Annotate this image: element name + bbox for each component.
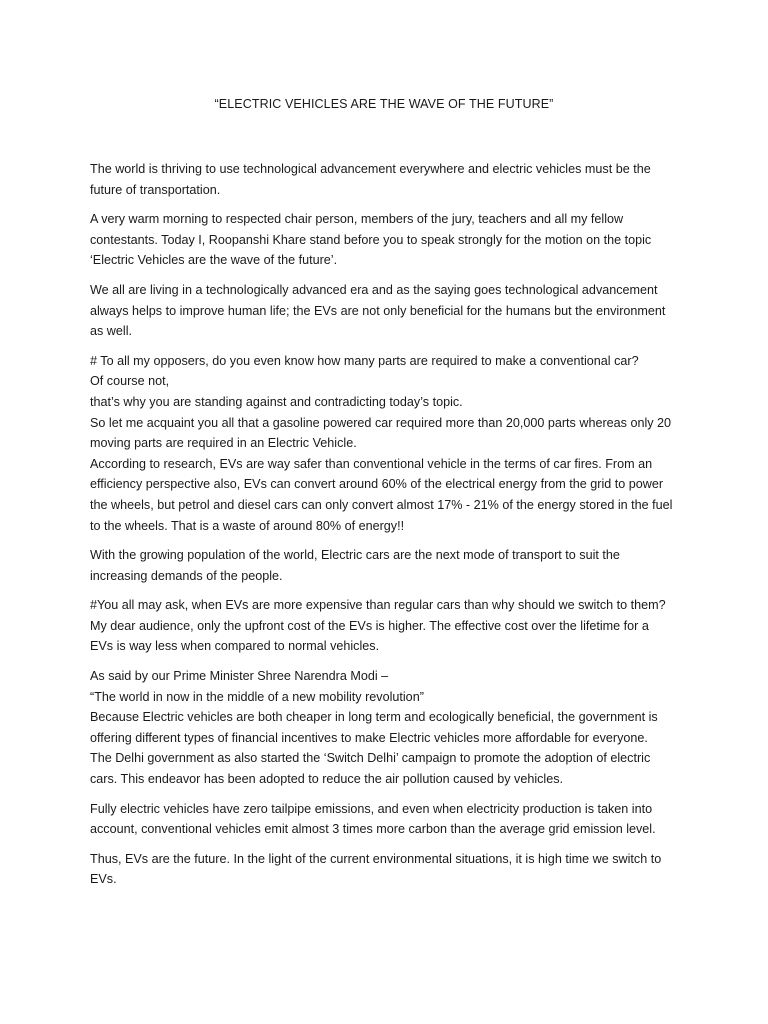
text-line: cars. This endeavor has been adopted to reduce the air pollution caused by vehicles. xyxy=(90,772,564,787)
text-line: With the growing population of the world, Electric cars are the next mode of transport to suit the xyxy=(90,548,620,563)
text-line: We all are living in a technologically advanced era and as the saying goes technological advancement xyxy=(90,282,658,297)
text-line: to the wheels. That is a waste of around 80% of energy!! xyxy=(90,518,405,533)
text-line: My dear audience, only the upfront cost of the EVs is higher. The effective cost over the lifetime for a xyxy=(90,618,649,633)
text-line: efficiency perspective also, EVs can convert around 60% of the electrical energy from the grid to power xyxy=(90,477,664,492)
text-line: moving parts are required in an Electric Vehicle. xyxy=(90,436,357,451)
paragraph xyxy=(90,595,682,657)
text-line: The Delhi government as also started the ‘Switch Delhi’ campaign to promote the adoption of electric xyxy=(90,751,651,766)
paragraph xyxy=(90,280,682,342)
text-line: increasing demands of the people. xyxy=(90,568,283,583)
text-line: as well. xyxy=(90,324,132,339)
paragraph xyxy=(90,849,682,890)
text-line: # To all my opposers, do you even know how many parts are required to make a conventional car? xyxy=(90,353,639,368)
text-line: Of course not, xyxy=(90,374,170,389)
text-line: #You all may ask, when EVs are more expensive than regular cars than why should we switch to them? xyxy=(90,598,666,613)
text-line: According to research, EVs are way safer than conventional vehicle in the terms of car fires. From an xyxy=(90,456,653,471)
text-line: The world is thriving to use technological advancement everywhere and electric vehicles must be the xyxy=(90,162,651,176)
text-line: Because Electric vehicles are both cheaper in long term and ecologically beneficial, the government is xyxy=(90,710,658,725)
text-line: the wheels, but petrol and diesel cars can only convert almost 17% - 21% of the energy stored in the fuel xyxy=(90,497,673,512)
document-body xyxy=(90,159,682,899)
text-line: contestants. Today I, Roopanshi Khare stand before you to speak strongly for the motion on the topic xyxy=(90,232,652,247)
text-line: always helps to improve human life; the EVs are not only beneficial for the humans but the environment xyxy=(90,303,666,318)
text-line: Thus, EVs are the future. In the light of the current environmental situations, it is high time we switch to xyxy=(90,851,662,866)
paragraph xyxy=(90,799,682,840)
text-line: ‘Electric Vehicles are the wave of the future’. xyxy=(90,253,338,268)
text-line: As said by our Prime Minister Shree Narendra Modi – xyxy=(90,669,389,684)
document-title: “ELECTRIC VEHICLES ARE THE WAVE OF THE FUTURE” xyxy=(214,97,554,111)
text-line: “The world in now in the middle of a new mobility revolution” xyxy=(90,689,424,704)
paragraph xyxy=(90,159,682,200)
text-line: Fully electric vehicles have zero tailpipe emissions, and even when electricity production is taken into xyxy=(90,801,653,816)
paragraph xyxy=(90,666,682,790)
text-line: So let me acquaint you all that a gasoline powered car required more than 20,000 parts whereas only 20 xyxy=(90,415,672,430)
text-line: that’s why you are standing against and contradicting today’s topic. xyxy=(90,394,463,409)
text-line: offering different types of financial incentives to make Electric vehicles more affordable for everyone. xyxy=(90,730,648,745)
paragraph xyxy=(90,351,682,536)
paragraph xyxy=(90,545,682,586)
text-line: EVs is way less when compared to normal vehicles. xyxy=(90,639,380,654)
text-line: future of transportation. xyxy=(90,182,221,197)
paragraph xyxy=(90,209,682,271)
text-line: account, conventional vehicles emit almost 3 times more carbon than the average grid emission level. xyxy=(90,822,656,837)
text-line: A very warm morning to respected chair person, members of the jury, teachers and all my fellow xyxy=(90,212,624,227)
text-line: EVs. xyxy=(90,872,117,887)
